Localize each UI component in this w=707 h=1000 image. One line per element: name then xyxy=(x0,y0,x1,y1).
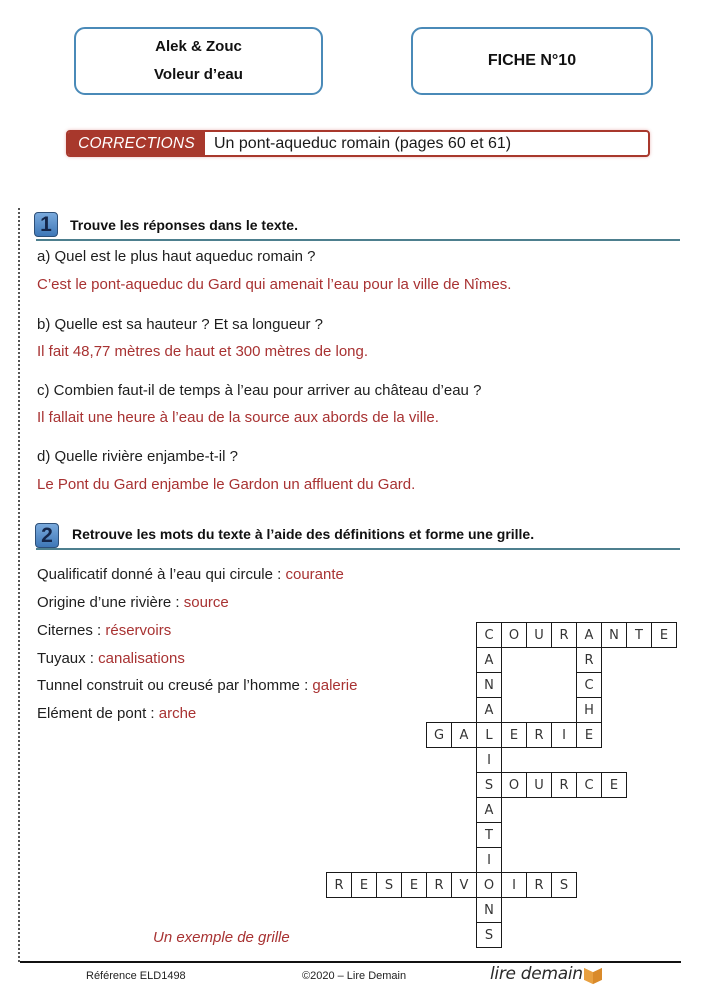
clue-answer: galerie xyxy=(312,677,358,694)
crossword-cell: A xyxy=(476,697,502,723)
crossword-cell: I xyxy=(476,747,502,773)
crossword-cell: U xyxy=(526,622,552,648)
book-series: Alek & Zouc xyxy=(155,38,242,55)
clue: Elément de pont : xyxy=(37,705,159,722)
crossword-cell: E xyxy=(576,722,602,748)
crossword-cell: E xyxy=(601,772,627,798)
crossword-cell: A xyxy=(476,647,502,673)
crossword-cell: O xyxy=(501,622,527,648)
section-2-title: Retrouve les mots du texte à l’aide des définitions et forme une grille. xyxy=(72,526,535,542)
crossword-cell: R xyxy=(326,872,352,898)
crossword-cell: E xyxy=(651,622,677,648)
question-b: b) Quelle est sa hauteur ? Et sa longueur ? xyxy=(37,316,324,333)
crossword-cell: S xyxy=(551,872,577,898)
lesson-title: Un pont-aqueduc romain (pages 60 et 61) xyxy=(214,134,512,152)
answer-b: Il fait 48,77 mètres de haut et 300 mètres de long. xyxy=(37,343,369,360)
definition-galerie xyxy=(37,677,357,694)
question-d: d) Quelle rivière enjambe-t-il ? xyxy=(37,448,238,465)
definition-arche xyxy=(37,705,196,722)
definition-source xyxy=(37,594,229,611)
open-book-icon xyxy=(584,970,602,982)
crossword-cell: T xyxy=(476,822,502,848)
crossword-cell: I xyxy=(551,722,577,748)
crossword-cell: I xyxy=(476,847,502,873)
crossword-cell: S xyxy=(476,922,502,948)
answer-c: Il fallait une heure à l’eau de la source aux abords de la ville. xyxy=(37,409,439,426)
crossword-cell: H xyxy=(576,697,602,723)
question-c: c) Combien faut-il de temps à l’eau pour arriver au château d’eau ? xyxy=(37,382,482,399)
footer-rule xyxy=(20,961,681,963)
definition-canalisations xyxy=(37,650,185,667)
left-margin-dotted-line xyxy=(18,208,20,962)
crossword-cell: R xyxy=(551,772,577,798)
crossword-cell: C xyxy=(576,772,602,798)
footer-reference: Référence ELD1498 xyxy=(86,970,186,982)
crossword-cell: A xyxy=(476,797,502,823)
answer-a: C’est le pont-aqueduc du Gard qui amenait l’eau pour la ville de Nîmes. xyxy=(37,276,512,293)
crossword-cell: T xyxy=(626,622,652,648)
crossword-cell: A xyxy=(576,622,602,648)
clue: Tunnel construit ou creusé par l’homme : xyxy=(37,677,313,694)
clue: Qualificatif donné à l’eau qui circule : xyxy=(37,566,286,583)
section-2-rule xyxy=(36,548,680,550)
crossword-cell: R xyxy=(551,622,577,648)
clue-answer: réservoirs xyxy=(105,622,172,639)
crossword-cell: G xyxy=(426,722,452,748)
crossword-cell: O xyxy=(501,772,527,798)
clue-answer: arche xyxy=(158,705,197,722)
clue-answer: source xyxy=(183,594,229,611)
crossword-cell: C xyxy=(476,622,502,648)
crossword-cell: N xyxy=(476,897,502,923)
clue: Tuyaux : xyxy=(37,650,99,667)
crossword-cell: E xyxy=(501,722,527,748)
crossword-cell: S xyxy=(476,772,502,798)
publisher-logo xyxy=(490,964,602,984)
crossword-cell: V xyxy=(451,872,477,898)
crossword-cell: N xyxy=(476,672,502,698)
corrections-label: CORRECTIONS xyxy=(68,132,205,155)
footer-copyright: ©2020 – Lire Demain xyxy=(302,970,407,982)
crossword-cell: U xyxy=(526,772,552,798)
sheet-number: FICHE N°10 xyxy=(487,52,577,69)
section-1-rule xyxy=(36,239,680,241)
clue-answer: courante xyxy=(285,566,344,583)
section-1-title: Trouve les réponses dans le texte. xyxy=(70,217,298,233)
sheet-number-box xyxy=(411,27,653,95)
definition-reservoirs xyxy=(37,622,171,639)
section-1-badge: 1 xyxy=(34,212,58,237)
book-title: Voleur d’eau xyxy=(154,66,243,83)
section-2-badge: 2 xyxy=(35,523,59,548)
logo-text: lire demain xyxy=(490,964,583,984)
crossword-cell: R xyxy=(426,872,452,898)
crossword-cell: O xyxy=(476,872,502,898)
grid-caption: Un exemple de grille xyxy=(153,929,290,946)
crossword-cell: E xyxy=(401,872,427,898)
crossword-cell: R xyxy=(526,722,552,748)
clue-answer: canalisations xyxy=(98,650,185,667)
crossword-cell: R xyxy=(576,647,602,673)
crossword-cell: I xyxy=(501,872,527,898)
crossword-cell: L xyxy=(476,722,502,748)
book-title-box xyxy=(74,27,323,95)
clue: Origine d’une rivière : xyxy=(37,594,184,611)
crossword-cell: N xyxy=(601,622,627,648)
crossword-cell: C xyxy=(576,672,602,698)
crossword-cell: A xyxy=(451,722,477,748)
crossword-cell: R xyxy=(526,872,552,898)
clue: Citernes : xyxy=(37,622,106,639)
crossword-cell: S xyxy=(376,872,402,898)
corrections-banner xyxy=(66,130,650,157)
answer-d: Le Pont du Gard enjambe le Gardon un affluent du Gard. xyxy=(37,476,416,493)
crossword-cell: E xyxy=(351,872,377,898)
question-a: a) Quel est le plus haut aqueduc romain ? xyxy=(37,248,316,265)
definition-courante xyxy=(37,566,344,583)
